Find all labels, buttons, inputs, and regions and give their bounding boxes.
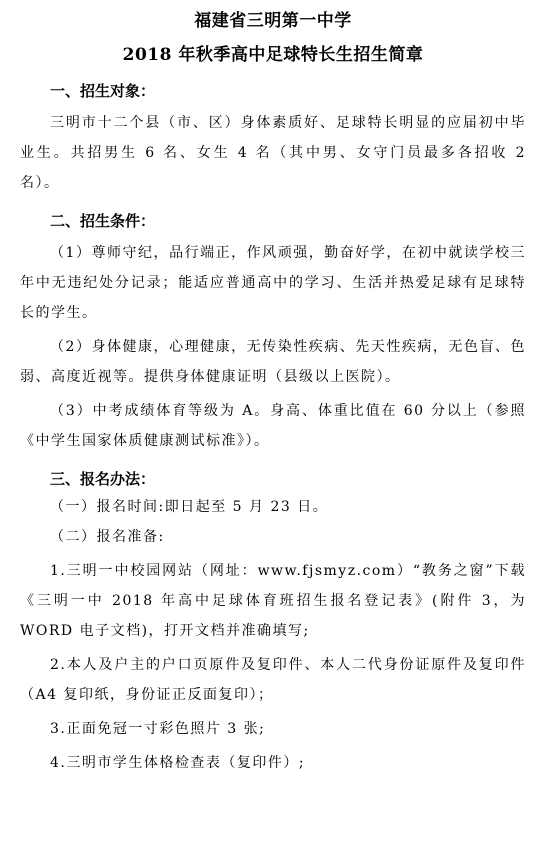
section-heading: 一、招生对象： xyxy=(50,82,156,100)
paragraph: 2.本人及户主的户口页原件及复印件、本人二代身份证原件及复印件（A4 复印纸，身份证正反面复印）； xyxy=(20,657,526,703)
paragraph: （一）报名时间:即日起至 5 月 23 日。 xyxy=(50,499,329,515)
section-heading: 三、报名办法： xyxy=(50,470,156,488)
school-name: 福建省三明第一中学 xyxy=(194,11,352,31)
section-recruitment-targets xyxy=(20,78,526,198)
paragraph: （1）尊师守纪，品行端正，作风顽强，勤奋好学，在初中就读学校三年中无违纪处分记录；能适应普通高中的学习、生活并热爱足球有足球特长的学生。 xyxy=(20,245,526,321)
section-registration-method xyxy=(20,466,526,778)
paragraph: （二）报名准备: xyxy=(50,529,165,545)
paragraph: （2）身体健康，心理健康，无传染性疾病、先天性疾病，无色盲、色弱、高度近视等。提供身体健康证明（县级以上医院）。 xyxy=(20,339,526,385)
paragraph: 三明市十二个县（市、区）身体素质好、足球特长明显的应届初中毕业生。共招男生 6 名、女生 4 名（其中男、女守门员最多各招收 2 名）。 xyxy=(20,115,526,191)
paragraph: （3）中考成绩体育等级为 A。身高、体重比值在 60 分以上（参照《中学生国家体质健康测试标准》）。 xyxy=(20,403,526,449)
section-recruitment-conditions xyxy=(20,208,526,456)
paragraph: 3.正面免冠一寸彩色照片 3 张; xyxy=(50,721,266,737)
paragraph: 4.三明市学生体格检查表（复印件）; xyxy=(50,755,306,771)
paragraph: 1.三明一中校园网站（网址：www.fjsmyz.com）“教务之窗”下载《三明一中 2018 年高中足球体育班招生报名登记表》(附件 3，为 WORD 电子文档)，打开文档并准确填写; xyxy=(20,563,526,639)
document-title: 2018 年秋季高中足球特长生招生简章 xyxy=(122,45,424,65)
section-heading: 二、招生条件： xyxy=(50,212,156,230)
